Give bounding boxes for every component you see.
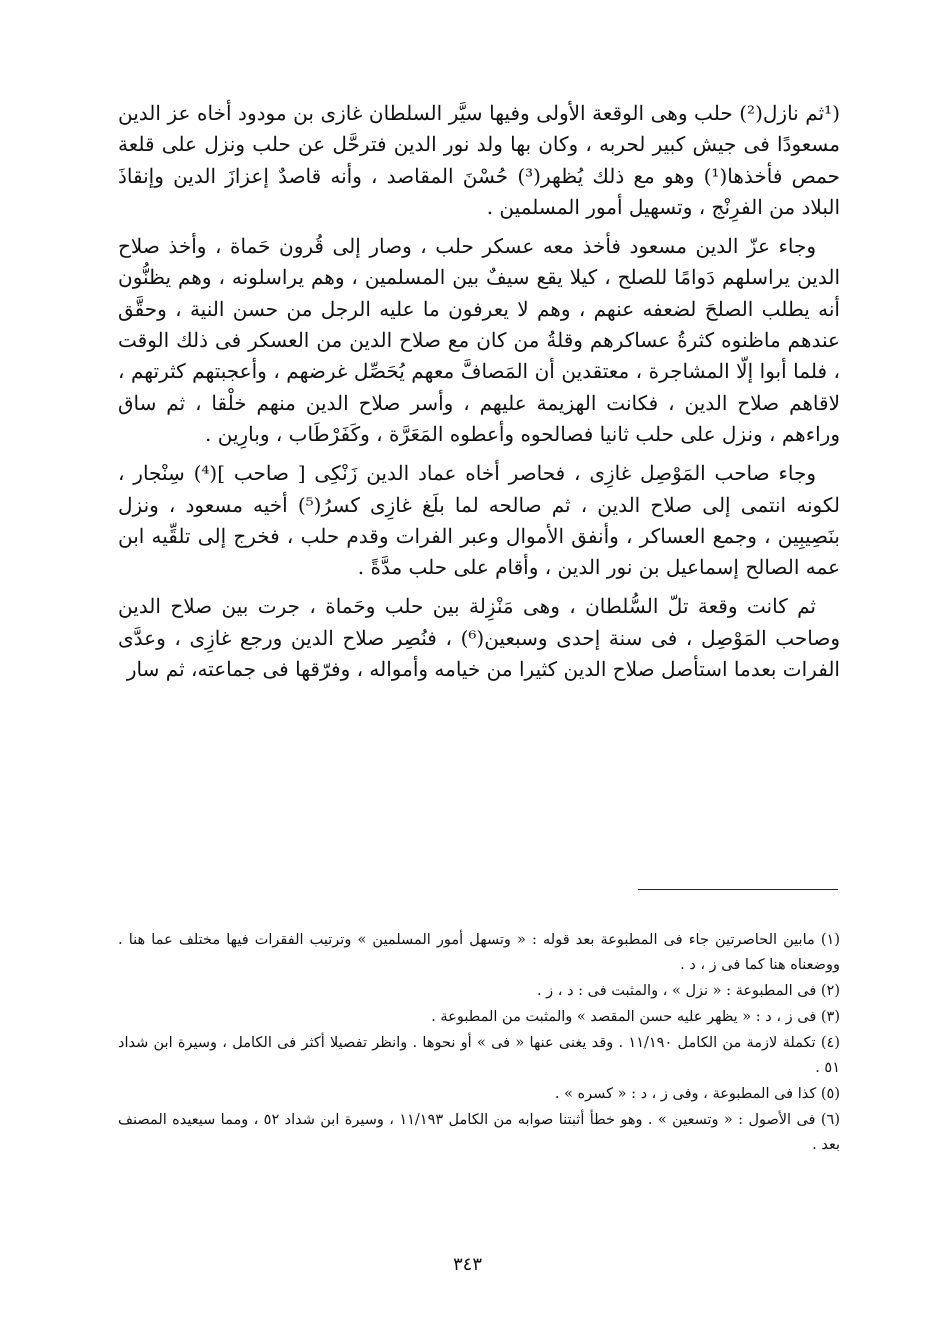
footnotes-section (118, 928, 840, 1158)
footnote-4: (٤) تكملة لازمة من الكامل ١١/١٩٠ . وقد يغنى عنها « فى » أو نحوها . وانظر تفصيلا أكثر فى الكامل ، وسيرة ابن شداد ٥١ . (118, 1035, 840, 1076)
footnote-separator (638, 889, 838, 890)
footnote-3: (٣) فى ز ، د : « يظهر عليه حسن المقصد » والمثبت من المطبوعة . (431, 1009, 840, 1025)
main-text-body (118, 98, 840, 685)
paragraph-1: (¹ثم نازل(²) حلب وهى الوقعة الأولى وفيها سيَّر السلطان غازى بن مودود أخاه عز الدين مسعودًا فى جيش كبير لحربه ، وكان بها ولد نور الدين فترحَّل عن حلب ونزل على قلعة حمص فأخذها(¹) وهو مع ذلك يُظهر(³) حُسْنَ المقاصد ، وأنه قاصدٌ إعزازَ الدين وإنقاذَ البلاد من الفرِنْج ، وتسهيل أمور المسلمين . (118, 101, 841, 219)
page-number: ٣٤٣ (452, 1254, 482, 1275)
paragraph-4: ثم كانت وقعة تلّ السُّلطان ، وهى مَنْزِلة بين حلب وحَماة ، جرت بين صلاح الدين وصاحب المَوْصِل ، فى سنة إحدى وسبعين(⁶) ، فنُصِر صلاح الدين ورجع غازِى ، وعدَّى الفرات بعدما استأصل صلاح الدين كثيرا من خيامه وأمواله ، وفرّقها فى جماعته، ثم سار (118, 594, 840, 682)
paragraph-2: وجاء عزّ الدين مسعود فأخذ معه عسكر حلب ، وصار إلى قُرون حَماة ، وأخذ صلاح الدين يراسلهم دَوامًا للصلح ، كيلا يقع سيفٌ بين المسلمين ، وهم يراسلونه ، وهم يظنُّون أنه يطلب الصلحَ لضعفه عنهم ، وهم لا يعرفون ما عليه الرجل من حسن النية ، وحقَّق عندهم ماظنوه كثرةُ عساكرهم وقلةُ من كان مع صلاح الدين من العسكر فى ذلك الوقت ، فلما أبوا إلّا المشاجرة ، معتقدين أن المَصافَّ معهم يُحَصِّل غرضهم ، وأعجبتهم كثرتهم ، لاقاهم صلاح الدين ، فكانت الهزيمة عليهم ، وأسر صلاح الدين منهم خلْقا ، ثم ساق وراءهم ، ونزل على حلب ثانيا فصالحوه وأعطوه المَعَرَّة ، وكَفَرْطَاب ، وبارِين . (118, 234, 840, 446)
footnote-2: (٢) فى المطبوعة : « نزل » ، والمثبت فى : د ، ز . (536, 983, 840, 999)
footnote-5: (٥) كذا فى المطبوعة ، وفى ز ، د : « كسره » . (554, 1086, 840, 1102)
paragraph-3: وجاء صاحب المَوْصِل غازِى ، فحاصر أخاه عماد الدين زَنْكِى [ صاحب ](⁴) سِنْجار ، لكونه انتمى إلى صلاح الدين ، ثم صالحه لما بلَغ غازِى كسرُ(⁵) أخيه مسعود ، ونزل بنَصِيبِين ، وجمع العساكر ، وأنفق الأموال وعبر الفرات وقدم حلب ، فخرج إلى تلقِّيه ابن عمه الصالح إسماعيل بن نور الدين ، وأقام على حلب مدَّةً . (118, 461, 840, 580)
footnote-6: (٦) فى الأصول : « وتسعين » . وهو خطأ أثبتنا صوابه من الكامل ١١/١٩٣ ، وسيرة ابن شداد ٥٢ ، ومما سيعيده المصنف بعد . (118, 1112, 840, 1153)
footnote-1: (١) مابين الحاصرتين جاء فى المطبوعة بعد قوله : « وتسهل أمور المسلمين » وترتيب الفقرات فيها مختلف عما هنا . ووضعناه هنا كما فى ز ، د . (118, 932, 840, 973)
